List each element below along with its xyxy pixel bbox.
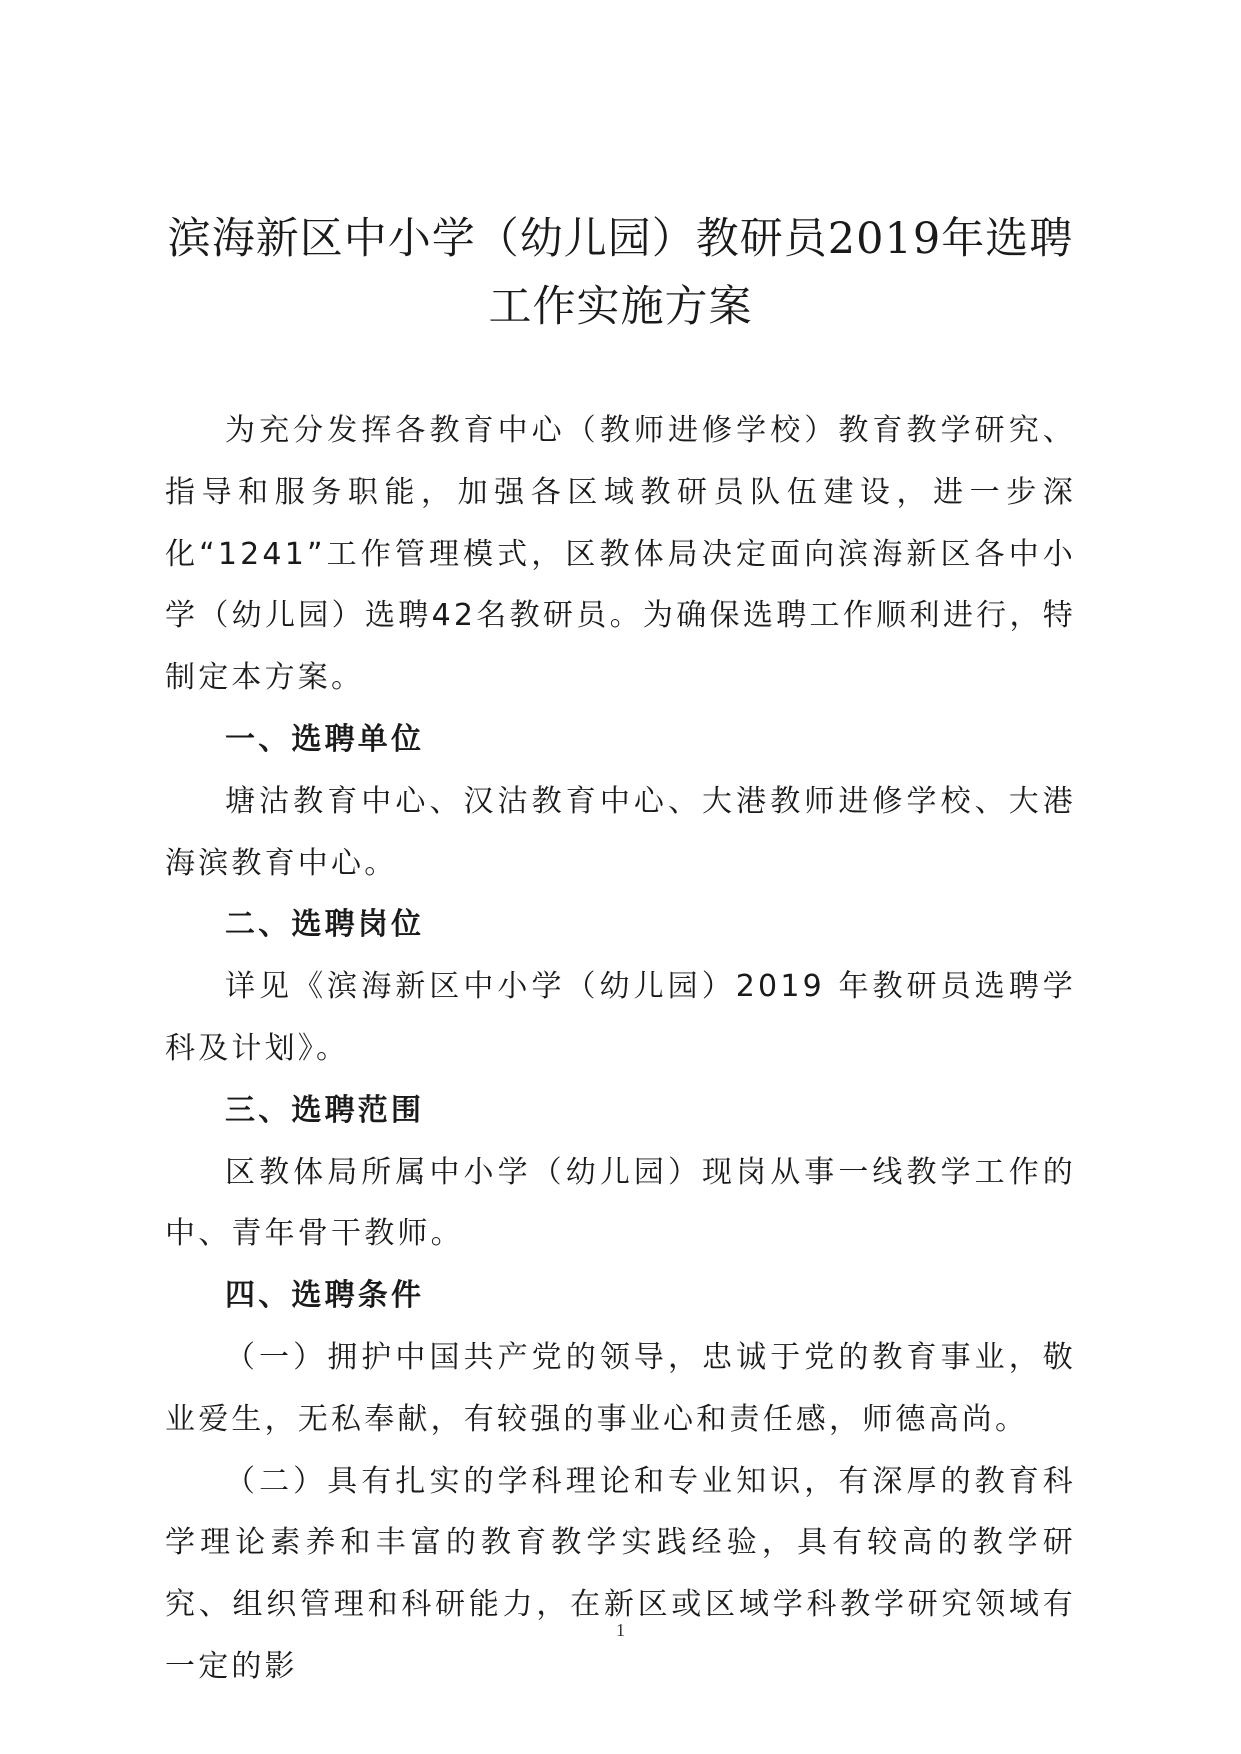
section-paragraph-units: 塘沽教育中心、汉沽教育中心、大港教师进修学校、大港海滨教育中心。 [165, 783, 1076, 881]
section-heading-units: 一、选聘单位 [225, 721, 425, 757]
intro-paragraph: 为充分发挥各教育中心（教师进修学校）教育教学研究、指导和服务职能，加强各区域教研员队伍建设，进一步深化“1241”工作管理模式，区教体局决定面向滨海新区各中小学（幼儿园）选聘42名教研员。为确保选聘工作顺利进行，特制定本方案。 [165, 413, 1076, 696]
condition-paragraph-1: （一）拥护中国共产党的领导，忠诚于党的教育事业，敬业爱生，无私奉献，有较强的事业心和责任感，师德高尚。 [165, 1339, 1076, 1437]
title-line-2: 工作实施方案 [488, 282, 753, 332]
title-line-1: 滨海新区中小学（幼儿园）教研员2019年选聘 [167, 214, 1074, 264]
page-number: 1 [616, 1620, 625, 1640]
section-paragraph-positions: 详见《滨海新区中小学（幼儿园）2019 年教研员选聘学科及计划》。 [165, 969, 1076, 1066]
section-heading-positions: 二、选聘岗位 [225, 907, 425, 943]
section-paragraph-scope: 区教体局所属中小学（幼儿园）现岗从事一线教学工作的中、青年骨干教师。 [165, 1154, 1076, 1252]
condition-paragraph-2: （二）具有扎实的学科理论和专业知识，有深厚的教育科学理论素养和丰富的教育教学实践经验，具有较高的教学研究、组织管理和科研能力，在新区或区域学科教学研究领域有一定的影 [165, 1463, 1076, 1684]
section-heading-conditions: 四、选聘条件 [225, 1278, 425, 1314]
document-title [150, 205, 1091, 341]
section-heading-scope: 三、选聘范围 [225, 1092, 425, 1128]
document-body [165, 400, 1076, 1698]
